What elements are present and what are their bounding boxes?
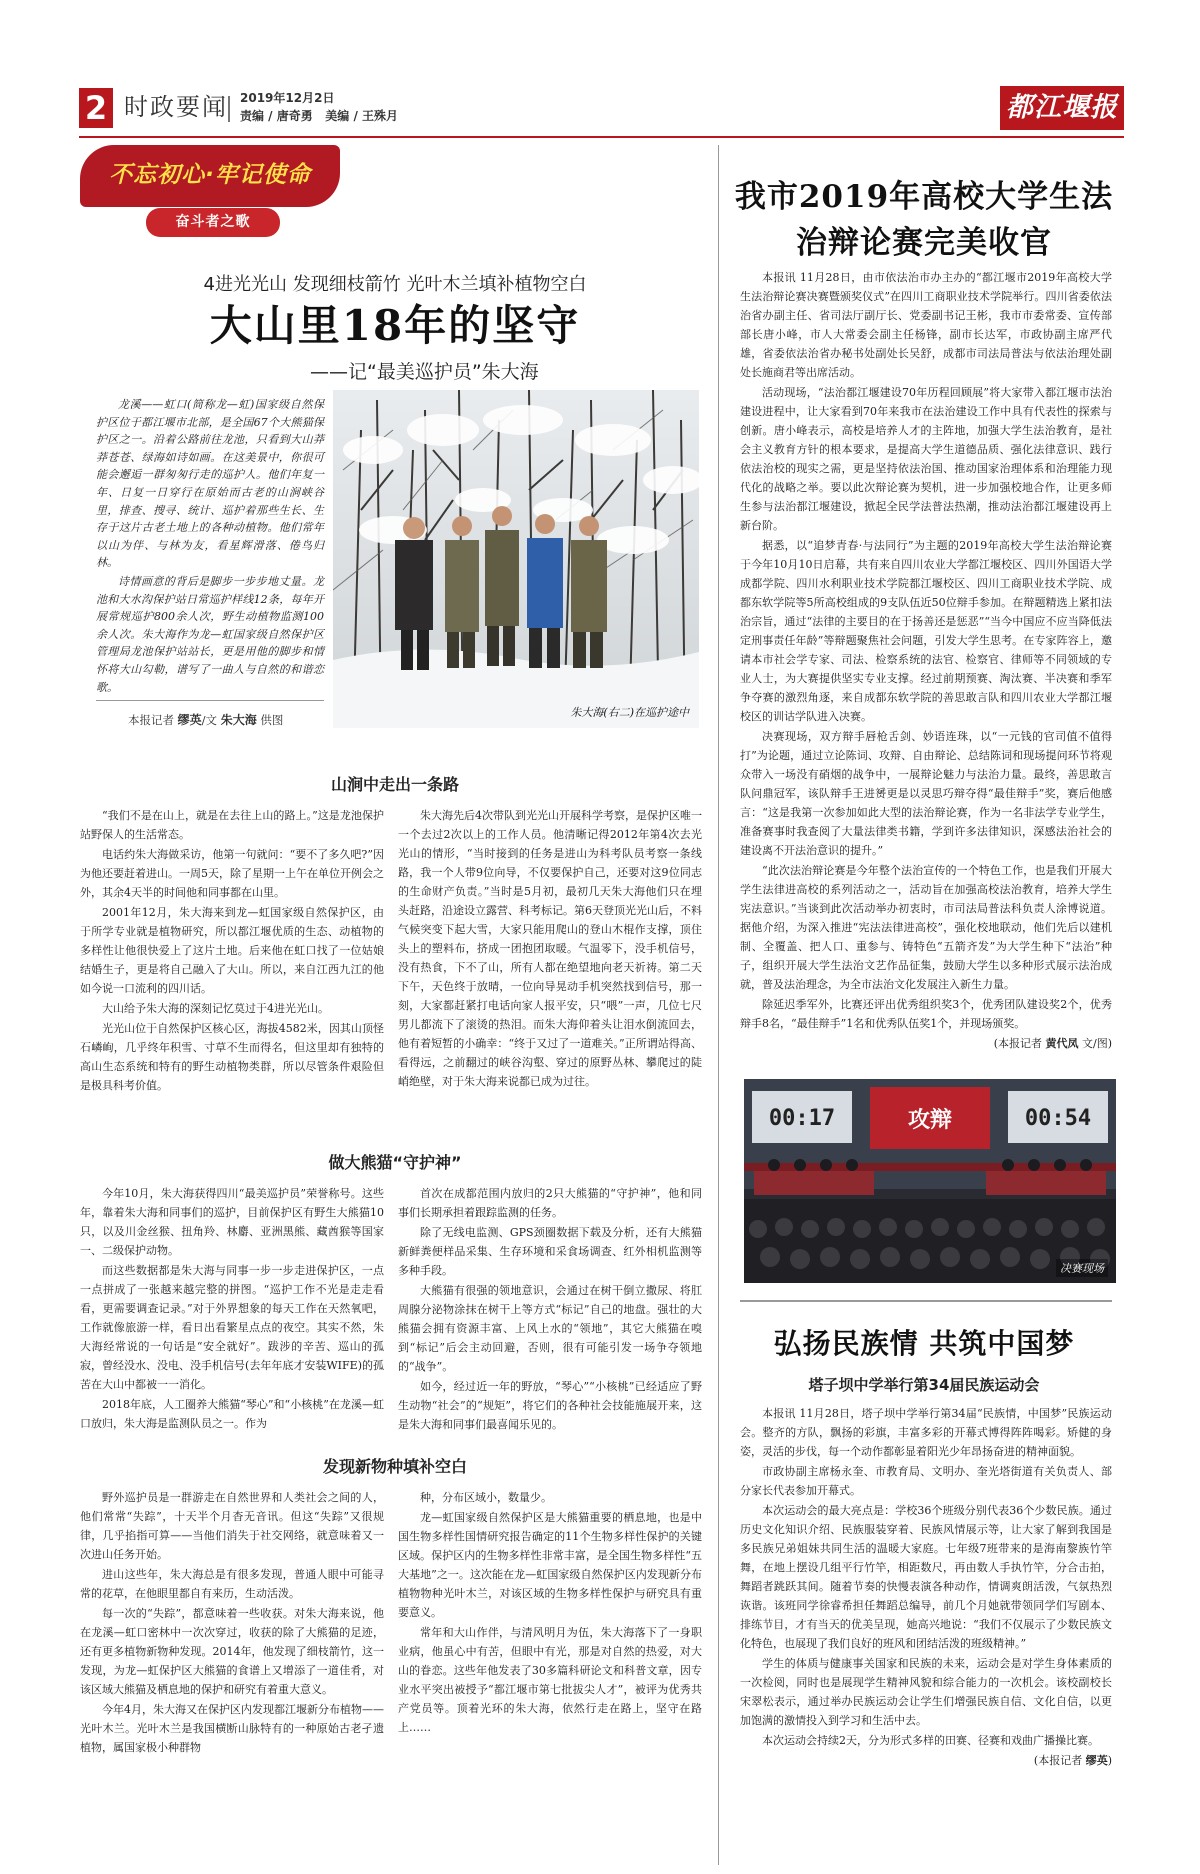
paragraph: 本报讯 11月28日，由市依法治市办主办的“都江堰市2019年高校大学生法治辩论赛决赛暨颁奖仪式”在四川工商职业技术学院举行。四川省委依法治省办副主任、省司法厅副厅长、党委副书记王彬，我市市委常委、宣传部部长唐小峰，市人大常委会副主任杨锋，副市长达军，市政协副主席严代雄，省委依法治省办秘书处副处长吴舒，成都市司法局普法与依法治理处副处长施商君等出席活动。 <box>740 271 1112 379</box>
paragraph: 常年和大山作伴，与清风明月为伍，朱大海落下了一身职业病，他虽心中有苦，但眼中有光，那是对自然的热爱，对大山的眷恋。这些年他发表了30多篇科研论文和科普文章，因专业水平突出被授予“都江堰市第七批拔尖人才”，被评为优秀共产党员等。顶着光环的朱大海，依然行走在路上，坚守在路上…… <box>398 1626 702 1734</box>
debate-photo <box>744 1079 1116 1283</box>
section1-right-column <box>398 806 702 1092</box>
paragraph: “我们不是在山上，就是在去往上山的路上。”这是龙池保护站野保人的生活常态。 <box>80 809 384 841</box>
paragraph: 本次运动会的最大亮点是：学校36个班级分别代表36个少数民族。通过历史文化知识介绍、民族服装穿着、民族风情展示等，让大家了解到我国是多民族兄弟姐妹共同生活的温暖大家庭。七年级7班带来的是海南黎族竹竿舞，在地上摆设几组平行竹竿，相距数尺，再由数人手执竹竿，分合击拍，舞蹈者跳跃其间。随着节奏的快慢表演各种动作，情调爽朗活泼，气氛热烈诙谐。该班同学徐睿希担任舞蹈总编导，前几个月她就带领同学们写剧本、排练节目，才有当天的优美呈现，她高兴地说：“我们不仅展示了少数民族文化特色，也展现了我们良好的班风和团结活泼的班级精神。” <box>740 1504 1112 1650</box>
header-rule <box>79 136 1124 138</box>
intro-paragraph: 诗情画意的背后是脚步一步步地丈量。龙池和大水沟保护站日常巡护样线12条，每年开展常规巡护800余人次，野生动植物监测100余人次。朱大海作为龙—虹国家级自然保护区管理局龙池保护站站长，更是用他的脚步和情怀将大山勾勒，谱写了一曲人与自然的和谐恋歌。 <box>96 574 324 694</box>
credit-prefix: (本报记者 <box>1033 1754 1083 1767</box>
paragraph: 活动现场，“法治都江堰建设70年历程回顾展”将大家带入都江堰市法治建设进程中，让大家看到70年来我市在法治建设工作中具有代表性的探索与创新。唐小峰表示，高校是培养人才的主阵地，加强大学生法治教育，是社会主义教育方针的根本要求，是提高大学生道德品质、强化法律意识、践行依法治校的现实之需，更是坚持依法治国、推动国家治理体系和治理能力现代化的战略之举。要以此次辩论赛为契机，进一步加强校地合作，让更多师生参与法治都江堰建设，掀起全民学法普法热潮，推动法治都江堰建设再上新台阶。 <box>740 386 1112 532</box>
reporter-name: 缪英 <box>177 713 202 727</box>
debate-article-title: 我市2019年高校大学生法治辩论赛完美收官 <box>734 179 1114 261</box>
photo-caption: 朱大海(右二)在巡护途中 <box>570 706 689 719</box>
sports-article-subtitle: 塔子坝中学举行第34届民族运动会 <box>808 1376 1040 1394</box>
credit-suffix: ) <box>1107 1754 1112 1767</box>
section2-left-column <box>80 1184 384 1434</box>
screen-timer-right: 00:54 <box>1024 1106 1092 1131</box>
newspaper-masthead: 都江堰报 <box>1000 86 1124 130</box>
paragraph: 龙—虹国家级自然保护区是大熊猫重要的栖息地，也是中国生物多样性国情研究报告确定的11个生物多样性保护的关键区域。保护区内的生物多样性非常丰富，是全国生物多样性“五大基地”之一。这次能在龙—虹国家级自然保护区内发现新分布植物物种光叶木兰，对该区域的生物多样性保护与研究具有重要意义。 <box>398 1511 702 1619</box>
credit-name: 缪英 <box>1085 1754 1108 1767</box>
section-heading: 山涧中走出一条路 <box>330 775 459 794</box>
sports-credit <box>740 1751 1112 1770</box>
sports-article-title: 弘扬民族情 共筑中国梦 <box>773 1327 1075 1360</box>
paragraph: 首次在成都范围内放归的2只大熊猫的“守护神”，他和同事们长期承担着跟踪监测的任务。 <box>398 1187 702 1219</box>
paragraph: 进山这些年，朱大海总是有很多发现，普通人眼中可能寻常的花草，在他眼里都自有来历，生动活泼。 <box>80 1568 384 1600</box>
screen-word: 攻辩 <box>907 1108 953 1133</box>
section3-left-column <box>80 1488 384 1758</box>
debate-article-body <box>740 268 1112 1054</box>
article-separator <box>740 1300 1112 1302</box>
paragraph: 决赛现场，双方辩手唇枪舌剑、妙语连珠，以“一元钱的官司值不值得打”为论题，通过立论陈词、攻辩、自由辩论、总结陈词和现场提问环节将观众带入一场没有硝烟的战争中，一展辩论魅力与法治力量。最终，善思敢言队问鼎冠军，该队辩手王进赟更是以灵思巧辩夺得“最佳辩手”奖，赛后他感言：“这是我第一次参加如此大型的法治辩论赛，作为一名非法学专业学生，准备赛事时我查阅了大量法律类书籍，学到许多法律知识，深感法治社会的建设离不开法治意识的提升。” <box>740 730 1112 857</box>
sports-article-body <box>740 1404 1112 1771</box>
intro-paragraph: 龙溪——虹口(简称龙—虹)国家级自然保护区位于都江堰市北部，是全国67个大熊猫保护区之一。沿着公路前往龙池，只看到大山莽莽苍苍、绿海如诗如画。在这美景中，你很可能会邂逅一群匆匆行走的巡护人。他们年复一年、日复一日穿行在原始而古老的山涧峡谷里，排查、搜寻、统计、巡护着那些生长、生存于这片古老土地上的各种动植物。他们常年以山为伴、与林为友，看星辉滑落、倦鸟归林。 <box>96 398 324 570</box>
paragraph: 光光山位于自然保护区核心区，海拔4582米，因其山顶怪石嶙峋，几乎终年积雪、寸草不生而得名，但这里却有独特的高山生态系统和特有的野生动植物类群，所以尽管条件艰险但是极具科考价值。 <box>80 1022 384 1092</box>
theme-banner: 不忘初心·牢记使命 <box>80 145 340 207</box>
paragraph: 而这些数据都是朱大海与同事一步一步走进保护区，一点一点拼成了一张越来越完整的拼图。“巡护工作不光是走走看看，更需要调查记录。”对于外界想象的每天工作在天然氧吧，工作就像旅游一样，看日出看繁星点点的夜空。其实不然，朱大海经常说的一句话是“安全就好”。跋涉的辛苦、巡山的孤寂，曾经没水、没电、没手机信号(去年年底才安装WIFE)的孤苦在大山中都被一一消化。 <box>80 1264 384 1391</box>
section2-right-column <box>398 1184 702 1435</box>
column-label: 奋斗者之歌 <box>146 208 280 237</box>
section-heading: 发现新物种填补空白 <box>322 1457 467 1476</box>
paragraph: 每一次的“失踪”，都意味着一些收获。对朱大海来说，他在龙溪—虹口密林中一次次穿过，收获的除了大熊猫的足迹，还有更多植物新物种发现。2014年，他发现了细枝箭竹，这一发现，为龙—虹保护区大熊猫的食谱上又增添了一道佳肴，对该区域大熊猫及栖息地的保护和研究有着重大意义。 <box>80 1607 384 1696</box>
editors-credit: 责编 / 唐奇勇 美编 / 王殊月 <box>240 109 399 123</box>
page-number: 2 <box>79 88 113 128</box>
paragraph: 大熊猫有很强的领地意识，会通过在树干倒立撒尿、将肛周腺分泌物涂抹在树干上等方式“标记”自己的地盘。强壮的大熊猫会拥有资源丰富、上风上水的“领地”，其它大熊猫在嗅到“标记”后会主动回避，否则，很有可能引发一场争夺领地的“战争”。 <box>398 1284 702 1373</box>
paragraph: 本报讯 11月28日，塔子坝中学举行第34届“民族情，中国梦”民族运动会。整齐的方队，飘扬的彩旗，丰富多彩的开幕式博得阵阵喝彩。矫健的身姿，灵活的步伐，每一个动作都彰显着阳光少年昂扬奋进的精神面貌。 <box>740 1407 1112 1458</box>
paragraph: 电话约朱大海做采访，他第一句就问：“要不了多久吧?”因为他还要赶着进山。一周5天，除了星期一上午在单位开例会之外，其余4天半的时间他和同事都在山里。 <box>80 848 384 899</box>
paragraph: 大山给予朱大海的深刻记忆莫过于4进光光山。 <box>102 1002 329 1015</box>
paragraph: “此次法治辩论赛是今年整个法治宣传的一个特色工作，也是我们开展大学生法律进高校的系列活动之一，活动旨在加强高校法治教育，培养大学生宪法意识。”当谈到此次活动举办初衷时，市司法局普法科负责人涂博说道。据他介绍，为深入推进“宪法法律进高校”，强化校地联动，他们先后以建机制、全覆盖、把人口、重参与、铸特色“五箭齐发”为大学生种下“法治”种子，组织开展大学生法治文艺作品征集，鼓励大学生以多种形式展示法治成就，普及法治理念，为全市法治文化发展注入新生力量。 <box>740 864 1112 991</box>
paragraph: 除延迟季军外，比赛还评出优秀组织奖3个，优秀团队建设奖2个，优秀辩手8名，“最佳辩手”1名和优秀队伍奖1个，并现场颁奖。 <box>740 998 1112 1030</box>
column-divider <box>718 145 719 1865</box>
paragraph: 除了无线电监测、GPS颈圈数据下载及分析，还有大熊猫新鲜粪便样品采集、生存环境和采食场调查、红外相机监测等多种手段。 <box>398 1226 702 1277</box>
paragraph: 今年10月，朱大海获得四川“最美巡护员”荣誉称号。这些年，靠着朱大海和同事们的巡护，目前保护区有野生大熊猫10只，以及川金丝猴、扭角羚、林麝、亚洲黑熊、藏酋猴等国家一、二级保护动物。 <box>80 1187 384 1257</box>
article-byline <box>128 711 283 728</box>
article-title: 大山里18年的坚守 <box>209 301 581 350</box>
screen-timer-left: 00:17 <box>768 1106 836 1131</box>
snow-forest-photo <box>333 390 699 728</box>
paragraph: 本次运动会持续2天，分为形式多样的田赛、径赛和戏曲广播操比赛。 <box>762 1734 1099 1747</box>
paragraph: 朱大海先后4次带队到光光山开展科学考察，是保护区唯一一个去过2次以上的工作人员。他清晰记得2012年第4次去光光山的情形，“当时接到的任务是进山为科考队员考察一条线路，我一个人带9位向导，不仅要保护自己，还要对这9位同志的生命财产负责。”当时是5月初，最初几天朱大海他们只在埋头赶路，沿途设立露营、科考标记。第6天登顶光光山后，不料气候突变下起大雪，大家只能用爬山的登山木棍作支撑，顶住头上的塑料布，挤成一团抱团取暖。气温零下，没手机信号，没有热食，下不了山，所有人都在绝望地向老天祈祷。第二天下午，天色终于放晴，一位向导晃动手机突然找到信号，那一刻，大家都赶紧打电话向家人报平安，只“喂”一声，几位七尺男儿都流下了滚烫的热泪。而朱大海仰着头让泪水倒流回去，他有着短暂的小确幸：“终于又过了一道难关。”正所谓站得高、看得远，之前翻过的峡谷沟壑、穿过的原野丛林、攀爬过的陡峭绝壁，对于朱大海来说都已成为过往。 <box>398 809 702 1088</box>
photo-caption: 决赛现场 <box>1056 1259 1108 1277</box>
article-kicker: 4进光光山 发现细枝箭竹 光叶木兰填补植物空白 <box>203 274 587 295</box>
header-divider <box>228 96 230 122</box>
byline-mid: /文 <box>201 713 218 727</box>
photographer-name: 朱大海 <box>220 713 257 727</box>
paragraph: 学生的体质与健康事关国家和民族的未来，运动会是对学生身体素质的一次检阅，同时也是展现学生精神风貌和综合能力的一次机会。该校副校长宋翠松表示，通过举办民族运动会让学生们增强民族自信、文化自信，以更加饱满的激情投入到学习和生活中去。 <box>740 1657 1112 1727</box>
paragraph: 野外巡护员是一群游走在自然世界和人类社会之间的人，他们常常“失踪”，十天半个月杳无音讯。但这“失踪”又很规律，几乎掐指可算——当他们消失于社交网络，就意味着又一次进山任务开始。 <box>80 1491 384 1561</box>
debate-credit <box>740 1034 1112 1053</box>
paragraph: 如今，经过近一年的野放，“琴心”“小核桃”已经适应了野生动物“社会”的“规矩”，将它们的各种社会技能施展开来，这是朱大海和同事们最喜闻乐见的。 <box>398 1380 702 1431</box>
byline-prefix: 本报记者 <box>128 713 174 727</box>
paragraph: 2018年底，人工圈养大熊猫“琴心”和“小核桃”在龙溪—虹口放归，朱大海是监测队员之一。作为 <box>80 1398 384 1430</box>
intro-rule <box>96 700 324 701</box>
snow-forest-illustration <box>333 390 699 728</box>
section-name: 时政要闻 <box>124 93 228 121</box>
paragraph: 2001年12月，朱大海来到龙—虹国家级自然保护区，由于所学专业就是植物研究，所以都江堰优质的生态、动植物的多样性让他很快爱上了这片土地。后来他在虹口找了一位姑娘结婚生子，更是将自己融入了大山。所以，来自江西九江的他如今说一口流利的四川话。 <box>80 906 384 995</box>
section-heading: 做大熊猫“守护神” <box>328 1153 462 1172</box>
paragraph: 种，分布区域小，数量少。 <box>420 1491 552 1504</box>
debate-illustration <box>744 1079 1116 1283</box>
paragraph: 据悉，以“追梦青春·与法同行”为主题的2019年高校大学生法治辩论赛于今年10月10日启幕，共有来自四川农业大学都江堰校区、四川外国语大学成都学院、四川水利职业技术学院都江堰校区、四川工商职业技术学院、成都东软学院等5所高校组成的9支队伍近50位辩手参加。在辩题精选上紧扣法治宗旨，通过“法律的主要目的在于扬善还是惩恶”“当今中国应不应当降低法定刑事责任年龄”等辩题聚焦社会问题，引发大学生思考。在专家阵容上，邀请本市社会学专家、司法、检察系统的法官、检察官、律师等不同领域的专业人士，为大赛提供坚实专业支撑。经过前期预赛、淘汰赛、半决赛和季军争夺赛的激烈角逐，来自成都东软学院的善思敢言队和四川农业大学都江堰校区的训诂学队进入决赛。 <box>740 539 1112 723</box>
section3-right-column <box>398 1488 702 1738</box>
credit-name: 黄代凤 <box>1045 1037 1079 1050</box>
issue-date: 2019年12月2日 <box>240 91 335 105</box>
article-subtitle: ——记“最美巡护员”朱大海 <box>310 361 539 383</box>
section1-left-column <box>80 806 384 1096</box>
credit-suffix: 文/图) <box>1082 1037 1112 1050</box>
paragraph: 今年4月，朱大海又在保护区内发现都江堰新分布植物——光叶木兰。光叶木兰是我国横断山脉特有的一种原始古老孑遗植物，属国家极小种群物 <box>80 1703 384 1754</box>
credit-prefix: (本报记者 <box>993 1037 1042 1050</box>
paragraph: 市政协副主席杨永奎、市教育局、文明办、奎光塔街道有关负责人、部分家长代表参加开幕式。 <box>740 1465 1112 1497</box>
article-intro <box>96 396 324 697</box>
byline-suffix: 供图 <box>260 713 284 727</box>
